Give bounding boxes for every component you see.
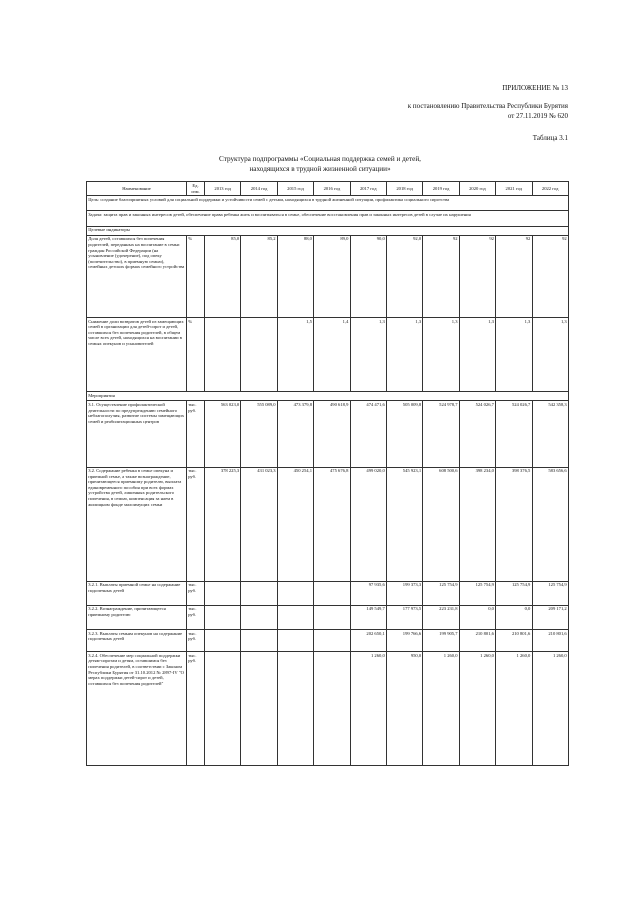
col-header: 2018 год [386,182,422,196]
measures-section-row [87,392,569,401]
row-value: 202 650,1 [350,630,386,652]
row-value: 0,0 [459,605,495,629]
row-value: 545 923,1 [386,467,422,581]
row-value: 555 089,0 [241,401,277,467]
measure-row [87,581,569,605]
col-header: 2019 год [423,182,459,196]
row-value [205,652,241,766]
indicator-row [87,317,569,391]
row-value: 149 549,7 [350,605,386,629]
row-value: 92 [496,235,532,317]
row-unit: тыс. руб. [187,467,205,581]
col-header: 2021 год [496,182,532,196]
row-value: 1,5 [277,317,313,391]
row-value: 177 973,5 [386,605,422,629]
col-header: 2020 год [459,182,495,196]
measure-row [87,401,569,467]
row-value [241,605,277,629]
indicator-row [87,235,569,317]
row-value [241,317,277,391]
row-value: 85,2 [241,235,277,317]
row-value: 223 231,8 [423,605,459,629]
row-value: 608 500,6 [423,467,459,581]
row-value: 473 379,8 [277,401,313,467]
col-header: Наименование [87,182,187,196]
row-value [241,581,277,605]
row-value [277,605,313,629]
title-line-1: Структура подпрограммы «Социальная поддержка семей и детей, [219,155,421,163]
task-row [87,211,569,226]
row-value [205,630,241,652]
row-value: 85,0 [205,235,241,317]
row-value: 1,3 [350,317,386,391]
row-value: 125 754,9 [496,581,532,605]
row-value: 92,0 [386,235,422,317]
indicators-section-label: Целевые индикаторы [87,226,569,235]
row-value [314,652,350,766]
col-header: Ед. изм. [187,182,205,196]
row-value [205,317,241,391]
measures-section-label: Мероприятия [87,392,569,401]
col-header: 2016 год [314,182,350,196]
row-value: 92 [423,235,459,317]
row-value: 378 225,3 [205,467,241,581]
resolution-line-1: к постановлению Правительства Республики Бурятия [407,102,568,110]
row-name: 3.1. Осуществление профилактической деятельности по предупреждению семейного неблагополучия, развитие системы замещающих семей и реабилитационных центров [87,401,187,467]
row-value [277,581,313,605]
row-value [314,581,350,605]
row-value: 431 023,3 [241,467,277,581]
row-unit: % [187,235,205,317]
row-value [277,630,313,652]
row-unit: тыс. руб. [187,630,205,652]
row-value: 524 026,7 [496,401,532,467]
row-name: Доля детей, оставшихся без попечения родителей, переданных на воспитание в семьи граждан Российской Федерации (на усыновление (удочерение), под опеку (попечительство), в приемную семью), семейных детских формах семейного устройства [87,235,187,317]
row-value: 398 376,5 [496,467,532,581]
col-header: 2022 год [532,182,568,196]
row-value: 0,0 [496,605,532,629]
row-value: 210 801,6 [459,630,495,652]
row-value: 125 754,9 [459,581,495,605]
title-line-2: находящихся в трудной жизненной ситуации» [249,165,391,173]
row-value: 92 [459,235,495,317]
table-number: Таблица 3.1 [532,134,568,142]
row-value: 499 020,0 [350,467,386,581]
row-value: 1,3 [496,317,532,391]
table-header-row [87,182,569,196]
row-unit: тыс. руб. [187,652,205,766]
row-value: 210 801,6 [496,630,532,652]
row-value: 209 171,2 [532,605,568,629]
row-value [277,652,313,766]
measure-row [87,467,569,581]
row-value: 1,3 [459,317,495,391]
row-value: 199 905,7 [423,630,459,652]
row-name: Снижение доли возвратов детей из замещающих семей в организации для детей-сирот и детей, оставшихся без попечения родителей, в общем числе всех детей, находящихся на воспитании в семьях опекунов и усыновителей [87,317,187,391]
row-unit: тыс. руб. [187,581,205,605]
row-value: 1 260,0 [459,652,495,766]
row-value: 199 373,3 [386,581,422,605]
row-value: 125 754,9 [423,581,459,605]
document-title [0,154,640,174]
row-value: 1,3 [386,317,422,391]
row-name: 3.2.3. Выплаты семьям опекунов на содержание подопечных детей [87,630,187,652]
row-unit: % [187,317,205,391]
subprogram-table [86,181,569,766]
row-value: 1 260,0 [423,652,459,766]
row-value: 475 676,8 [314,467,350,581]
row-value: 950,0 [386,652,422,766]
row-value [241,652,277,766]
row-name: 3.2. Содержание ребенка в семье опекуна и приемной семье, а также вознаграждение, причитающееся приемному родителю, выплата единовременного пособия при всех формах устройства детей, лишенных родительского попечения, в семью, компенсация за наем в жилищном фонде малоимущих семьи [87,467,187,581]
measure-row [87,630,569,652]
goal-row [87,196,569,211]
row-value: 125 754,9 [532,581,568,605]
measure-row [87,605,569,629]
row-value: 583 656,6 [532,467,568,581]
row-value: 89,0 [314,235,350,317]
row-value: 398 234,0 [459,467,495,581]
row-value: 490 618,9 [314,401,350,467]
row-value [205,605,241,629]
row-value: 199 766,6 [386,630,422,652]
row-value: 524 026,7 [459,401,495,467]
row-value [241,630,277,652]
row-unit: тыс. руб. [187,401,205,467]
col-header: 2017 год [350,182,386,196]
measure-row [87,652,569,766]
row-name: 3.2.1. Выплаты приемной семье на содержание подопечных детей [87,581,187,605]
appendix-label: ПРИЛОЖЕНИЕ № 13 [502,84,568,92]
row-value: 450 254,1 [277,467,313,581]
row-value: 97 935,6 [350,581,386,605]
row-value: 542 358,3 [532,401,568,467]
row-name: 3.2.4. Обеспечение мер социальной поддержки детям-сиротам и детям, оставшимся без попечения родителей, в соответствии с Законом Республики Бурятия от 31.10.2012 № 2897-IV "О мерах поддержки детей-сирот и детей, оставшихся без попечения родителей" [87,652,187,766]
row-value: 563 023,0 [205,401,241,467]
row-unit: тыс. руб. [187,605,205,629]
row-value: 88,0 [277,235,313,317]
row-value: 1,4 [314,317,350,391]
row-value: 92 [532,235,568,317]
row-value: 90,0 [350,235,386,317]
task-text: Задача: защита прав и законных интересов детей, обеспечение права ребенка жить и воспитываться в семье, обеспечение восстановления прав и законных интересов детей в случае их нарушения [87,211,569,226]
row-value [314,605,350,629]
goal-text: Цель: создание благоприятных условий для социальной поддержки и устойчивости семей с детьми, находящихся в трудной жизненной ситуации, профилактика социального сиротства [87,196,569,211]
col-header: 2013 год [205,182,241,196]
row-value: 210 801,6 [532,630,568,652]
row-value: 524 978,7 [423,401,459,467]
row-value: 1 260,0 [496,652,532,766]
row-value [314,630,350,652]
row-value: 1,3 [532,317,568,391]
row-value: 1 260,0 [532,652,568,766]
col-header: 2015 год [277,182,313,196]
indicators-section-row [87,226,569,235]
row-value: 1,3 [423,317,459,391]
row-value [205,581,241,605]
row-name: 3.2.2. Вознаграждение, причитающееся приемному родителю [87,605,187,629]
resolution-line-2: от 27.11.2019 № 620 [507,112,568,120]
row-value: 474 471,6 [350,401,386,467]
row-value: 505 009,8 [386,401,422,467]
col-header: 2014 год [241,182,277,196]
row-value: 1 260,0 [350,652,386,766]
